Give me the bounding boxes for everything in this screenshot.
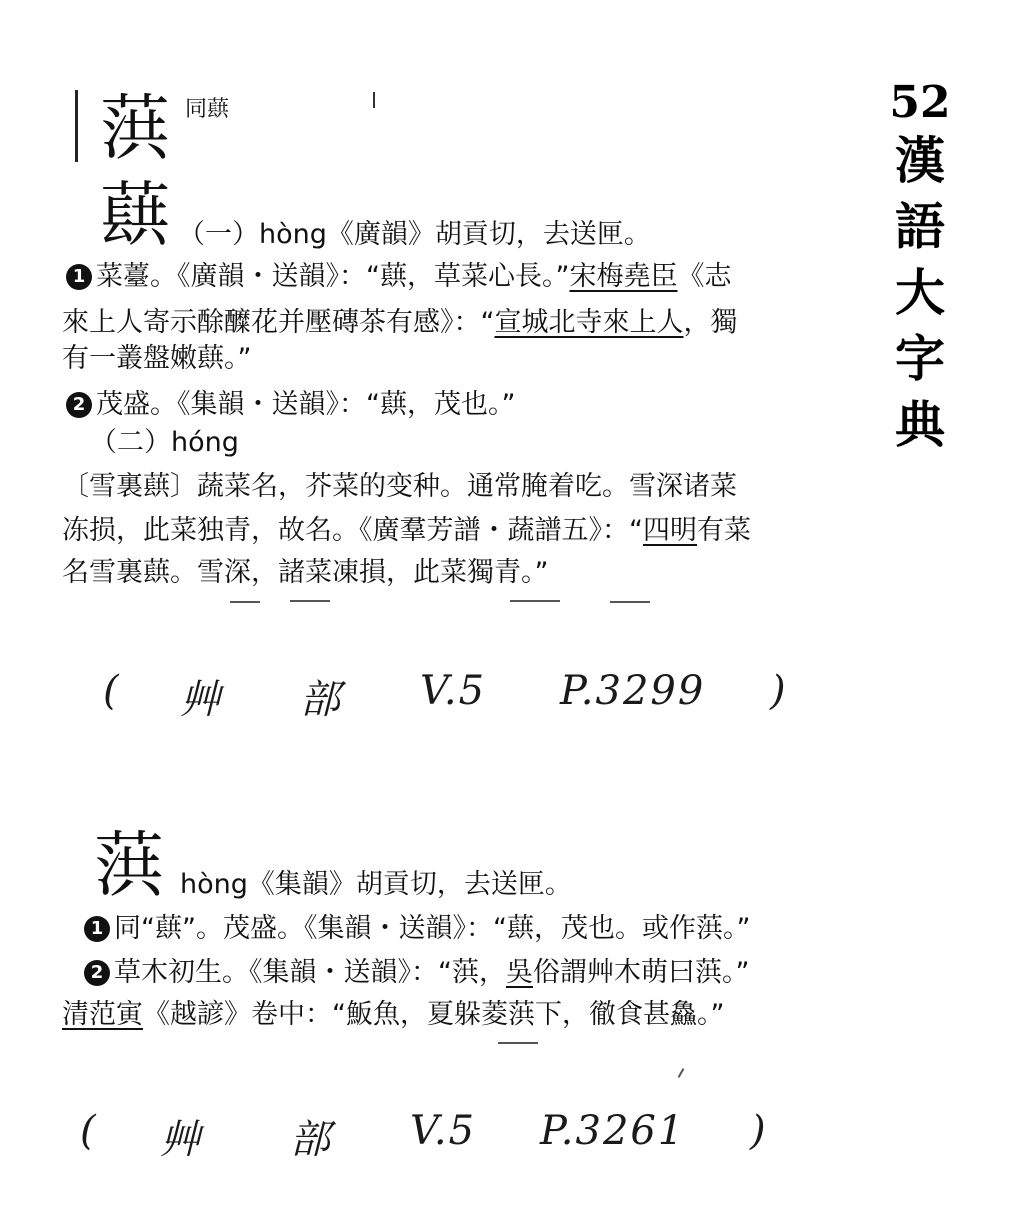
headword-hong-2: 葓 — [94, 824, 164, 906]
entry2-sense-1: 1 同“蕻”。茂盛。《集韻・送韻》：“蕻，茂也。或作葓。” — [84, 912, 750, 946]
close-paren: ) — [770, 668, 788, 714]
entry2-sense-2-line-1: 2 草木初生。《集韻・送韻》：“葓，吳俗謂艸木萌曰葓。” — [84, 956, 750, 990]
compound-line-1: 〔雪裏蕻〕蔬菜名，芥菜的变种。通常腌着吃。雪深诸菜 — [62, 471, 737, 502]
dictionary-title-column — [885, 78, 955, 458]
place-name: 宣城北寺來上人 — [494, 307, 684, 338]
scan-speck — [290, 600, 330, 602]
pronunciation-1: （一）hòng《廣韻》胡貢切，去送匣。 — [178, 219, 651, 250]
place-name: 四明 — [643, 515, 697, 546]
sense-1-line-3: 有一叢盤嫩蕻。” — [62, 343, 252, 374]
title-char: 語 — [895, 197, 945, 256]
pronunciation-2: （二）hóng — [90, 427, 239, 458]
open-paren: ( — [103, 668, 121, 714]
title-char: 字 — [895, 329, 945, 388]
author-name: 宋梅堯臣 — [569, 261, 678, 292]
headword-hong: 蕻 — [100, 174, 170, 256]
variant-note: 同蕻 — [185, 97, 230, 122]
margin-tick — [373, 92, 375, 108]
volume-label: V.5 — [410, 1108, 477, 1154]
variant-headword: 葓 — [100, 87, 170, 169]
scan-speck — [498, 1042, 538, 1044]
sense-1-line-2: 來上人寄示酴醾花并壓磚茶有感》：“宣城北寺來上人，獨 — [62, 307, 738, 338]
title-char: 大 — [895, 263, 945, 322]
scan-speck — [678, 1068, 685, 1078]
scan-speck — [230, 601, 260, 603]
place-name: 吳 — [506, 957, 533, 988]
compound-line-3: 名雪裏蕻。雪深，諸菜凍損，此菜獨青。” — [62, 557, 549, 588]
handwritten-reference-2 — [0, 1108, 900, 1168]
page-label: P.3261 — [540, 1108, 686, 1154]
sense-2: 2 茂盛。《集韻・送韻》：“蕻，茂也。” — [66, 388, 515, 422]
sense-number-badge: 1 — [66, 264, 92, 290]
margin-rule — [75, 90, 78, 162]
title-char: 典 — [895, 395, 945, 454]
sense-number-badge: 2 — [84, 960, 110, 986]
section-label: 部 — [300, 677, 342, 723]
sense-number-badge: 1 — [84, 916, 110, 942]
scan-speck — [610, 601, 650, 603]
radical-label: 艸 — [160, 1117, 202, 1163]
sense-number-badge: 2 — [66, 392, 92, 418]
compound-line-2: 冻损，此菜独青，故名。《廣羣芳譜・蔬譜五》：“四明有菜 — [62, 515, 751, 546]
scan-speck — [510, 600, 560, 602]
radical-label: 艸 — [180, 677, 222, 723]
sense-1-line-1: 1 菜薹。《廣韻・送韻》：“蕻，草菜心長。”宋梅堯臣《志 — [66, 260, 731, 294]
page-number: 52 — [889, 77, 951, 128]
open-paren: ( — [80, 1108, 98, 1154]
entry2-pronunciation: hòng《集韻》胡貢切，去送匣。 — [180, 869, 572, 900]
page-label: P.3299 — [560, 668, 706, 714]
handwritten-reference-1 — [0, 668, 900, 728]
section-label: 部 — [290, 1117, 332, 1163]
title-char: 漢 — [895, 131, 945, 190]
volume-label: V.5 — [420, 668, 487, 714]
close-paren: ) — [750, 1108, 768, 1154]
author-name: 清范寅 — [62, 999, 143, 1030]
entry2-sense-2-line-2: 清范寅《越諺》卷中：“魬魚，夏躲菱葓下，徹食甚鱻。” — [62, 999, 725, 1030]
